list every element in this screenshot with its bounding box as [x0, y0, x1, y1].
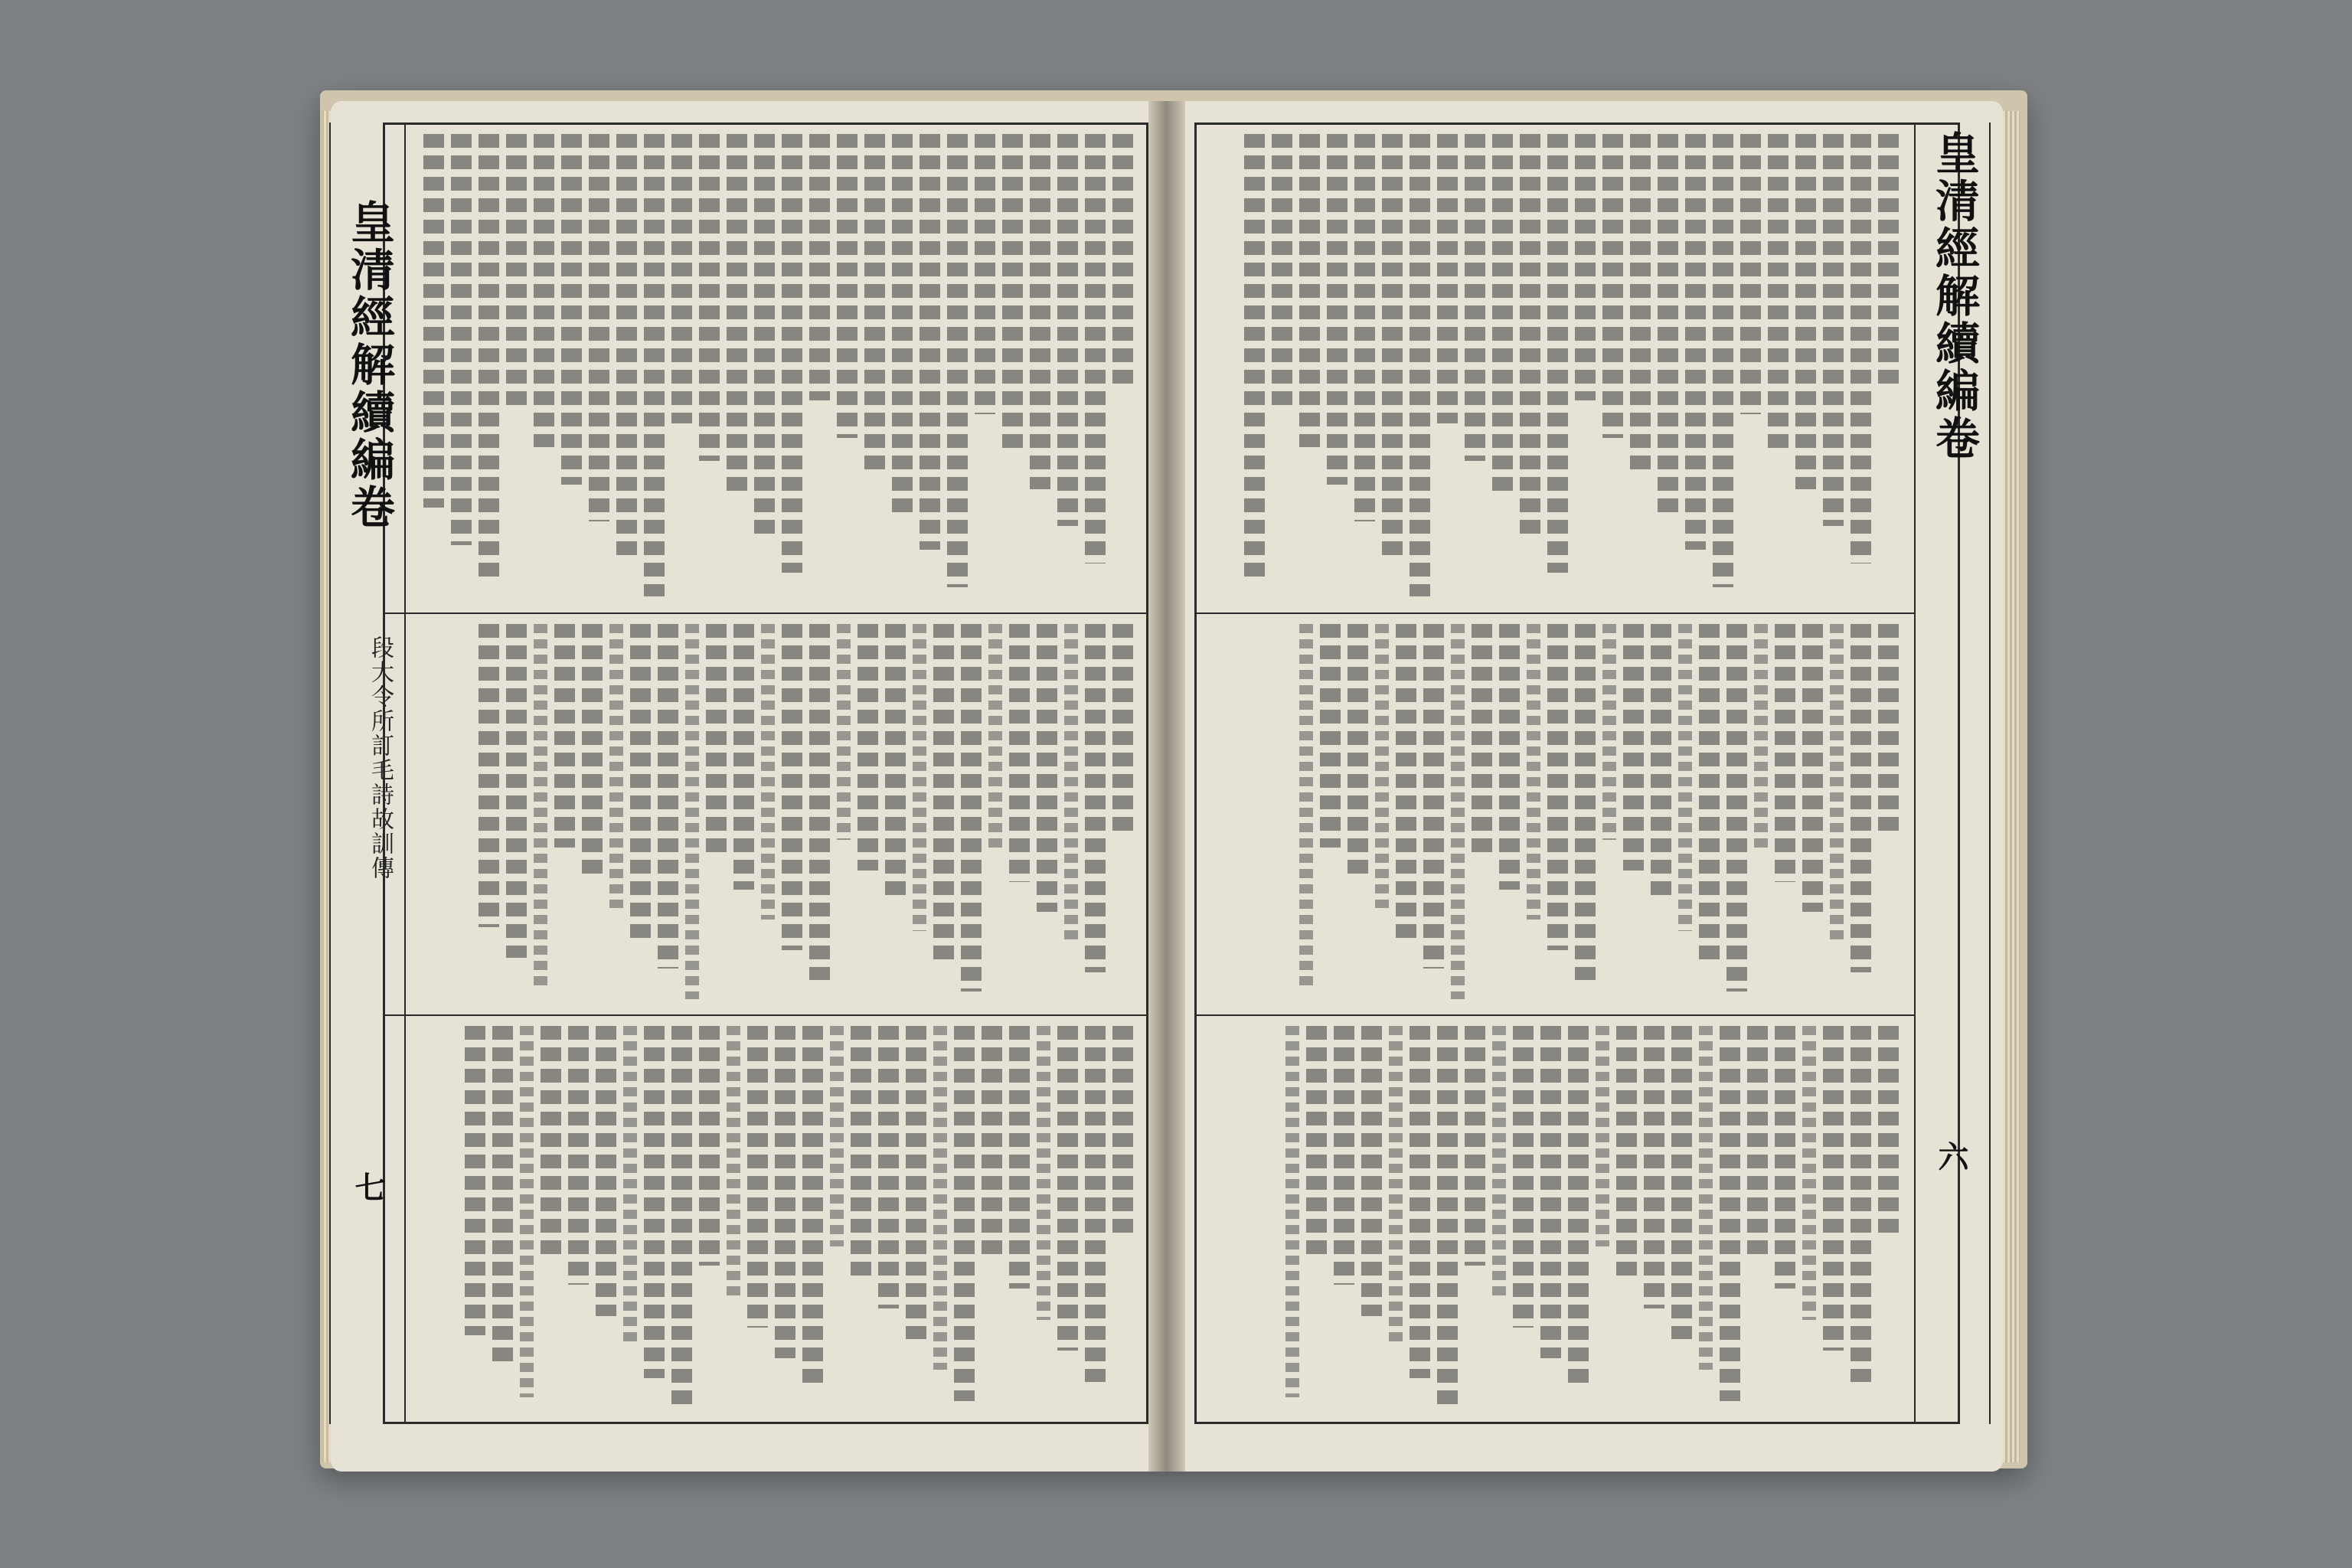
text-column	[1009, 1026, 1030, 1289]
text-column	[1540, 1026, 1561, 1358]
text-column	[837, 134, 858, 438]
left-page-title: 皇清經解續編卷	[343, 199, 395, 531]
text-column	[506, 624, 527, 958]
text-column	[906, 1026, 926, 1339]
text-column	[623, 1026, 637, 1347]
text-column	[1720, 1026, 1740, 1401]
text-column	[1348, 624, 1368, 878]
text-column	[534, 134, 554, 447]
right-text-block-bottom	[1210, 1026, 1899, 1413]
left-text-block-bottom	[398, 1026, 1133, 1413]
text-column	[1678, 624, 1692, 931]
text-column	[954, 1026, 975, 1401]
text-column	[1575, 134, 1596, 400]
text-column	[1851, 624, 1871, 972]
text-column	[1057, 134, 1078, 526]
text-column	[1644, 1026, 1664, 1308]
text-column	[878, 1026, 899, 1308]
left-page-folio: 七	[350, 1171, 386, 1204]
text-column	[1002, 134, 1023, 452]
text-column	[754, 134, 775, 536]
text-column	[1299, 134, 1320, 447]
text-column	[541, 1026, 561, 1254]
text-column	[1802, 1026, 1816, 1320]
text-column	[1009, 624, 1030, 882]
text-column	[1437, 134, 1458, 423]
text-column	[1616, 1026, 1637, 1277]
text-column	[1768, 134, 1788, 452]
text-column	[1630, 134, 1651, 475]
text-column	[782, 134, 802, 573]
text-column	[1465, 134, 1485, 461]
text-column	[1713, 134, 1733, 587]
text-column	[1830, 624, 1844, 942]
text-column	[644, 134, 665, 596]
text-column	[1623, 624, 1644, 871]
text-column	[1823, 1026, 1844, 1351]
text-column	[1726, 624, 1747, 991]
text-column	[1465, 1026, 1485, 1266]
text-column	[782, 624, 802, 950]
text-column	[1112, 624, 1133, 832]
text-column	[685, 624, 699, 999]
text-column	[1575, 624, 1596, 980]
text-column	[892, 134, 913, 512]
text-column	[933, 624, 954, 962]
text-column	[933, 1026, 947, 1370]
text-column	[1272, 134, 1292, 410]
text-column	[1389, 1026, 1403, 1347]
text-column	[1112, 134, 1133, 391]
text-column	[506, 134, 527, 410]
text-column	[1602, 624, 1616, 840]
text-column	[913, 624, 926, 931]
text-column	[733, 624, 754, 890]
text-column	[775, 1026, 795, 1358]
text-column	[1658, 134, 1678, 512]
text-column	[1596, 1026, 1609, 1246]
text-column	[982, 1026, 1002, 1258]
text-column	[1396, 624, 1416, 939]
text-column	[1306, 1026, 1327, 1254]
text-column	[1878, 624, 1899, 832]
text-column	[1527, 624, 1540, 920]
text-column	[465, 1026, 485, 1335]
text-column	[747, 1026, 768, 1328]
left-text-block-middle	[398, 624, 1133, 1003]
text-column	[699, 134, 720, 461]
text-column	[1437, 1026, 1458, 1409]
text-column	[479, 134, 499, 583]
text-column	[830, 1026, 844, 1246]
text-column	[1030, 134, 1050, 489]
text-column	[1064, 624, 1078, 942]
text-column	[630, 624, 651, 939]
text-column	[616, 134, 637, 559]
text-column	[658, 624, 678, 969]
text-column	[1802, 624, 1823, 912]
text-column	[671, 134, 692, 423]
text-column	[1520, 134, 1540, 536]
text-column	[1823, 134, 1844, 526]
text-column	[1747, 1026, 1768, 1258]
text-column	[961, 624, 982, 991]
left-rule-1	[383, 612, 1148, 614]
text-column	[975, 134, 995, 414]
text-column	[1334, 1026, 1354, 1285]
text-column	[1085, 1026, 1106, 1382]
text-column	[534, 624, 547, 988]
text-column	[582, 624, 603, 878]
text-column	[858, 624, 878, 871]
text-column	[1499, 624, 1520, 890]
text-column	[1699, 624, 1720, 962]
left-text-block-top	[398, 134, 1133, 601]
text-column	[1244, 134, 1265, 583]
right-text-block-top	[1210, 134, 1899, 601]
text-column	[1382, 134, 1403, 559]
text-column	[1492, 134, 1513, 498]
text-column	[1754, 624, 1768, 851]
text-column	[1451, 624, 1465, 999]
text-column	[802, 1026, 823, 1390]
text-column	[809, 624, 830, 980]
text-column	[1112, 1026, 1133, 1239]
text-column	[920, 134, 940, 550]
text-column	[492, 1026, 513, 1366]
text-column	[1651, 624, 1671, 900]
text-column	[851, 1026, 871, 1277]
book-gutter	[1148, 101, 1185, 1472]
text-column	[864, 134, 885, 475]
text-column	[589, 134, 609, 521]
text-column	[1423, 624, 1444, 969]
right-text-block-middle	[1210, 624, 1899, 1003]
text-column	[988, 624, 1002, 851]
text-column	[1085, 624, 1106, 972]
text-column	[1513, 1026, 1534, 1328]
text-column	[1354, 134, 1375, 521]
text-column	[947, 134, 968, 587]
text-column	[809, 134, 830, 400]
text-column	[885, 624, 906, 900]
right-page-title: 皇清經解續編卷	[1928, 130, 1980, 462]
right-page-folio: 六	[1933, 1141, 1969, 1173]
text-column	[1299, 624, 1313, 988]
text-column	[1671, 1026, 1692, 1339]
text-column	[671, 1026, 692, 1409]
text-column	[706, 624, 727, 859]
text-column	[1685, 134, 1706, 550]
text-column	[1547, 134, 1568, 573]
text-column	[1775, 1026, 1795, 1289]
text-column	[1602, 134, 1623, 438]
text-column	[554, 624, 575, 848]
text-column	[451, 134, 472, 545]
right-rule-2	[1194, 1014, 1914, 1016]
text-column	[1057, 1026, 1078, 1351]
text-column	[1320, 624, 1341, 848]
text-column	[1740, 134, 1761, 414]
text-column	[1851, 134, 1871, 564]
text-column	[423, 134, 444, 508]
text-column	[1375, 624, 1389, 908]
text-column	[837, 624, 851, 840]
text-column	[1410, 1026, 1430, 1378]
text-column	[561, 134, 582, 485]
text-column	[1878, 1026, 1899, 1239]
text-column	[479, 624, 499, 927]
text-column	[761, 624, 775, 920]
text-column	[1037, 1026, 1050, 1320]
text-column	[1547, 624, 1568, 950]
text-column	[1775, 624, 1795, 882]
text-column	[1327, 134, 1348, 485]
text-column	[1085, 134, 1106, 564]
text-column	[1851, 1026, 1871, 1382]
text-column	[1492, 1026, 1506, 1297]
text-column	[1472, 624, 1492, 859]
text-column	[1795, 134, 1816, 489]
text-column	[1285, 1026, 1299, 1397]
text-column	[1568, 1026, 1589, 1390]
text-column	[1878, 134, 1899, 391]
right-rule-1	[1194, 612, 1914, 614]
text-column	[1037, 624, 1057, 912]
text-column	[1361, 1026, 1382, 1316]
text-column	[520, 1026, 534, 1397]
text-column	[1699, 1026, 1713, 1370]
text-column	[727, 134, 747, 498]
text-column	[644, 1026, 665, 1378]
text-column	[1410, 134, 1430, 596]
left-footer-note: 段大令所訂毛詩故訓傳	[367, 635, 394, 880]
left-rule-2	[383, 1014, 1148, 1016]
text-column	[699, 1026, 720, 1266]
text-column	[568, 1026, 589, 1285]
text-column	[596, 1026, 616, 1316]
text-column	[727, 1026, 740, 1297]
text-column	[609, 624, 623, 908]
